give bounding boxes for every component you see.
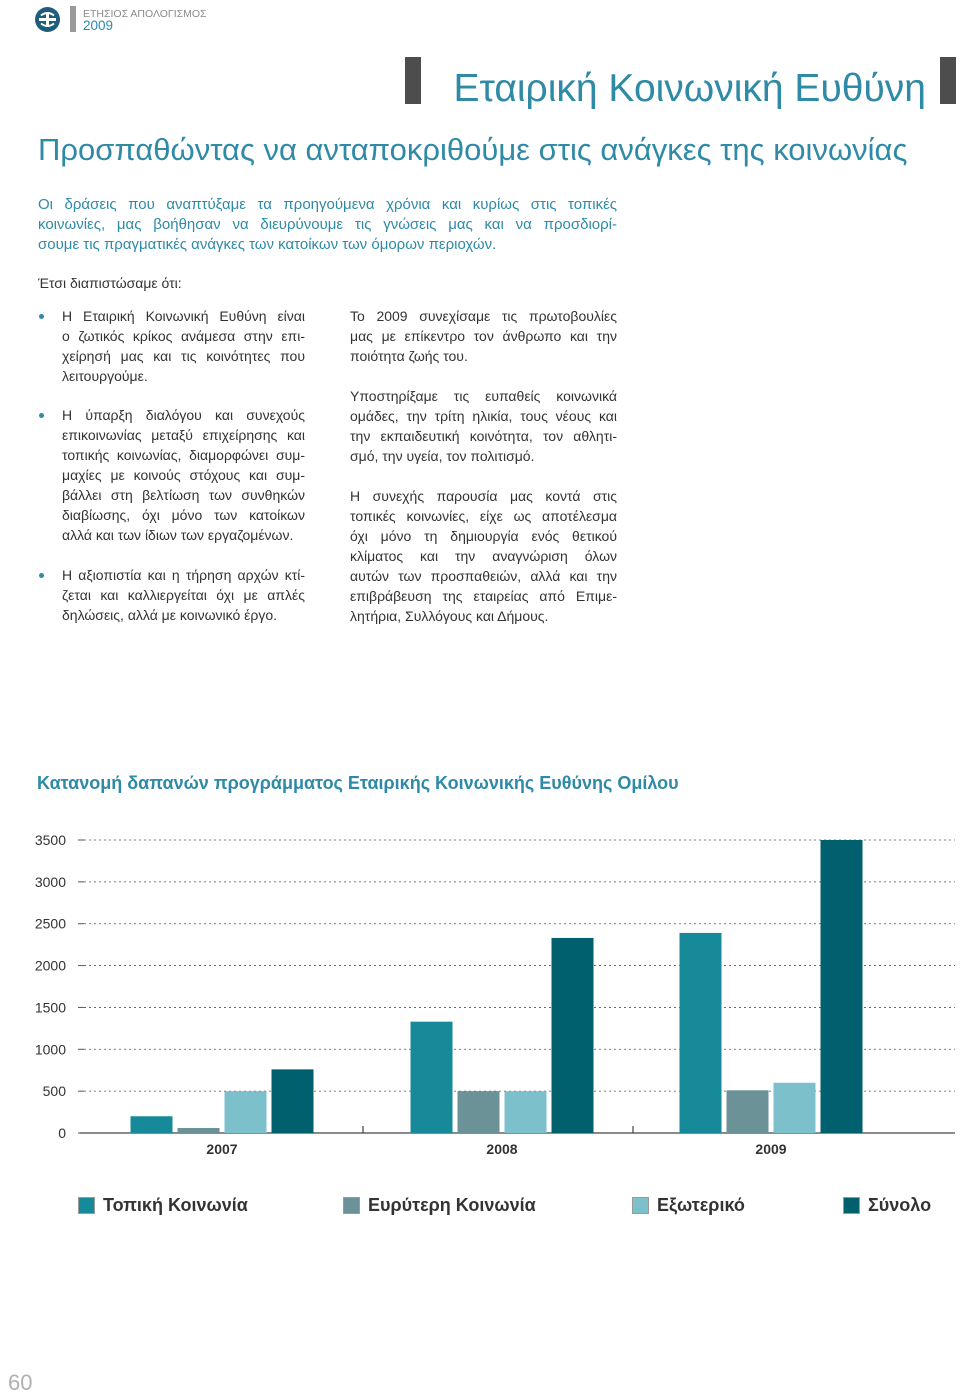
bullet-text-line: αλλά και των ίδιων των εργαζομένων. <box>62 527 294 543</box>
legend-label: Σύνολο <box>868 1195 932 1215</box>
paragraph-line: Το 2009 συνεχίσαμε τις πρωτοβουλίες <box>350 308 617 324</box>
legend-item <box>343 1196 536 1214</box>
chart-bar <box>774 1083 816 1133</box>
bullet-text-line: λειτουργούμε. <box>62 368 148 384</box>
paragraph-line: κλίματος και την αναγνώριση όλων <box>350 548 617 564</box>
bullet-text-line: δηλώσεις, αλλά με κοινωνικό έργο. <box>62 607 278 623</box>
chart-bar <box>411 1022 453 1133</box>
right-paragraph <box>350 306 617 366</box>
lead-in-text: Έτσι διαπιστώσαμε ότι: <box>38 275 182 291</box>
chart-bar <box>131 1116 173 1133</box>
report-year: 2009 <box>83 18 114 33</box>
paragraph-line: επιβράβευση της εταιρείας από Επιμε- <box>350 588 617 604</box>
chart-bar <box>727 1090 769 1133</box>
y-tick-label: 3500 <box>34 832 66 848</box>
title-bar-right <box>940 57 956 104</box>
paragraph-line: όχι μόνο τη δημιουργία ενός θετικού <box>350 528 617 544</box>
legend-swatch <box>78 1197 95 1214</box>
bullet-text-line: Η Εταιρική Κοινωνική Ευθύνη είναι <box>62 308 305 324</box>
bullet-text-line: βάλλει στη βελτίωση των συνθηκών <box>62 487 305 503</box>
report-label: ΕΤΗΣΙΟΣ ΑΠΟΛΟΓΙΣΜΟΣ <box>83 8 207 20</box>
paragraph-line: Υποστηρίξαμε τις ευπαθείς κοινωνικά <box>350 388 617 404</box>
bar-chart <box>0 820 960 1165</box>
bullet-icon <box>39 314 44 319</box>
y-tick-label: 1500 <box>34 999 66 1016</box>
legend-label: Ευρύτερη Κοινωνία <box>368 1195 536 1215</box>
legend-item <box>843 1196 931 1214</box>
bullet-text-line: ζεται και καλλιεργείται όχι με απλές <box>62 587 305 603</box>
paragraph-line: τοπικές κοινωνίες, είχε ως αποτέλεσμα <box>350 508 617 524</box>
bullet-text-line: Η ύπαρξη διαλόγου και συνεχούς <box>62 407 305 423</box>
y-tick-label: 0 <box>58 1125 66 1141</box>
y-tick-label: 1000 <box>34 1041 66 1058</box>
bullet-text-line: επικοινωνίας μεταξύ επιχείρησης και <box>62 427 305 443</box>
chart-bar <box>225 1091 267 1133</box>
title-bar-left <box>405 57 421 104</box>
paragraph-line: Η συνεχής παρουσία μας κοντά στις <box>350 488 617 504</box>
chart-bar <box>272 1069 314 1133</box>
intro-paragraph <box>38 195 617 255</box>
y-tick-label: 2500 <box>34 915 66 932</box>
paragraph-line: αυτών των προσπαθειών, αλλά και την <box>350 568 617 584</box>
bullet-text-line: διαβίωσης, όχι μόνο των κατοίκων <box>62 507 305 523</box>
bullet-icon <box>39 573 44 578</box>
section-title: Εταιρική Κοινωνική Ευθύνη <box>453 67 926 110</box>
legend-label: Εξωτερικό <box>657 1195 745 1215</box>
legend-swatch <box>343 1197 360 1214</box>
chart-title: Κατανομή δαπανών προγράμματος Εταιρικής Κοινωνικής Ευθύνης Ομίλου <box>37 773 679 793</box>
x-category-label: 2007 <box>206 1141 238 1157</box>
legend-swatch <box>843 1197 860 1214</box>
chart-bar <box>821 840 863 1133</box>
intro-line: Οι δράσεις που αναπτύξαμε τα προηγούμενα χρόνια και κυρίως στις τοπικές <box>38 196 617 213</box>
legend-label: Τοπική Κοινωνία <box>103 1195 248 1215</box>
legend-swatch <box>632 1197 649 1214</box>
y-tick-label: 3000 <box>34 873 66 890</box>
chart-bar <box>552 938 594 1133</box>
paragraph-line: σμό, την υγεία, τον πολιτισμό. <box>350 448 535 464</box>
chart-bar <box>505 1091 547 1133</box>
y-tick-label: 500 <box>42 1083 66 1100</box>
page-number: 60 <box>8 1370 33 1395</box>
paragraph-line: ομάδες, την τρίτη ηλικία, τους νέους και <box>350 408 617 424</box>
chart-bar <box>178 1128 220 1133</box>
bullet-icon <box>39 413 44 418</box>
legend-item <box>632 1196 745 1214</box>
chart-bar <box>458 1091 500 1133</box>
bullet-text-line: χείρησή μας και τις κοινότητες που <box>62 348 305 364</box>
company-logo-icon <box>35 7 60 32</box>
paragraph-line: λητήρια, Συλλόγους και Δήμους. <box>350 608 549 624</box>
bullet-text-line: Η αξιοπιστία και η τήρηση αρχών κτί- <box>62 567 305 583</box>
x-category-label: 2009 <box>755 1141 787 1157</box>
right-paragraph <box>350 386 617 466</box>
bullet-text-line: μαχίες με κοινούς στόχους και συμ- <box>62 467 305 483</box>
paragraph-line: ποιότητα ζωής του. <box>350 348 468 364</box>
intro-line: κοινωνίες, μας βοήθησαν να διευρύνουμε τις γνώσεις μας και να προσδιορί- <box>38 216 617 233</box>
intro-line: σουμε τις πραγματικές ανάγκες των κατοίκων των όμορων περιοχών. <box>38 236 497 253</box>
x-category-label: 2008 <box>486 1141 518 1157</box>
bullet-text-line: ο ζωτικός κρίκος ανάμεσα στην επι- <box>62 328 305 344</box>
header-divider-bar <box>70 6 76 32</box>
page-subtitle: Προσπαθώντας να ανταποκριθούμε στις ανάγκες της κοινωνίας <box>38 132 908 167</box>
paragraph-line: μας με επίκεντρο τον άνθρωπο και την <box>350 328 617 344</box>
legend-item <box>78 1196 248 1214</box>
chart-bar <box>680 933 722 1133</box>
bullet-text-line: τοπικής κοινωνίας, διαμορφώνει συμ- <box>62 447 305 463</box>
right-paragraph <box>350 486 617 626</box>
paragraph-line: την εκπαιδευτική κοινότητα, τον αθλητι- <box>350 428 617 444</box>
y-tick-label: 2000 <box>34 957 66 974</box>
